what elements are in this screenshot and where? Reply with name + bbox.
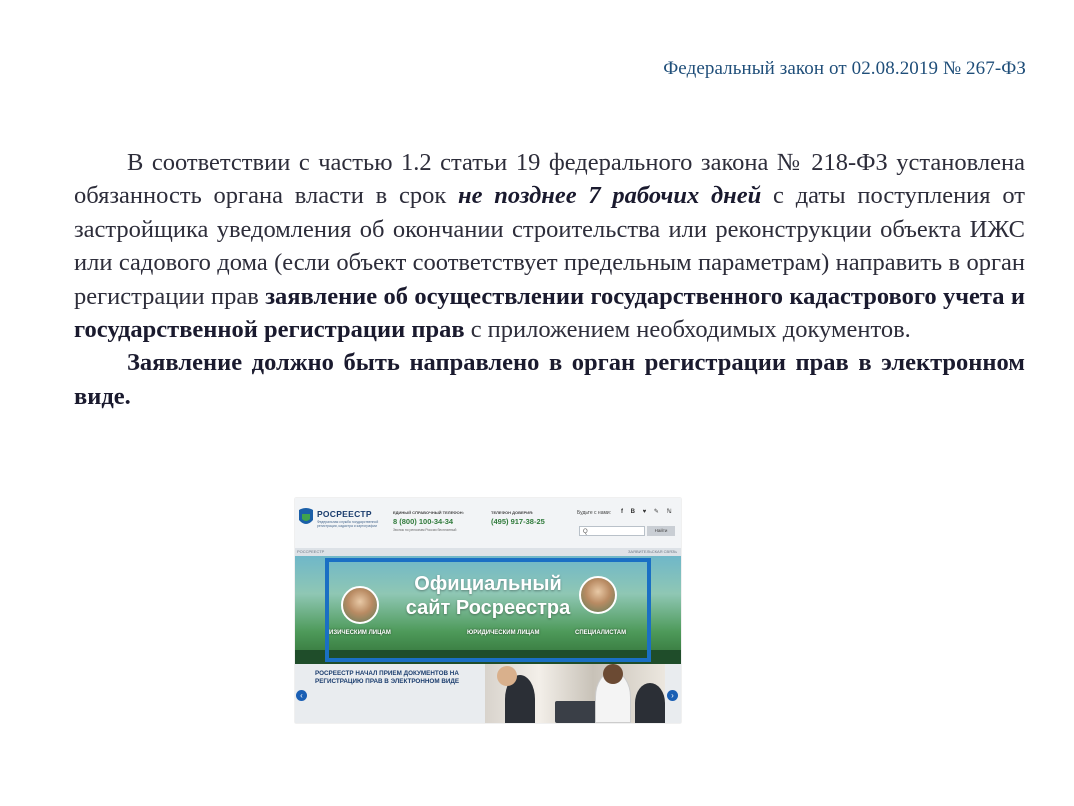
rosreestr-logo-icon: [297, 506, 315, 530]
paragraph-electronic: [74, 346, 1025, 413]
person-head: [603, 664, 623, 684]
category-specialists: СПЕЦИАЛИСТАМ: [575, 630, 627, 636]
site-logo-subtitle: Федеральная служба государственной регистрации, кадастра и картографии: [317, 520, 379, 528]
banner-title-line1: Официальный: [414, 573, 562, 595]
site-find-button: Найти: [647, 526, 675, 536]
person-head: [497, 666, 517, 686]
helpline-number: 8 (800) 100-34-34: [393, 517, 454, 526]
trust-line-label: ТЕЛЕФОН ДОВЕРИЯ:: [491, 510, 534, 515]
social-label: Будьте с нами:: [577, 510, 612, 516]
search-icon: Q: [583, 529, 588, 535]
site-search-input: [579, 526, 645, 536]
site-header: [295, 498, 681, 548]
nav-left-label: РОССРЕЕСТР: [297, 549, 325, 554]
paragraph-obligation-part1: В соответствии с частью 1.2 статьи 19 федерального закона № 218-ФЗ установлена обязанность органа власти в срок: [74, 149, 1025, 210]
electronic-submission-text: Заявление должно быть направлено в орган регистрации прав в электронном виде.: [74, 349, 1025, 410]
banner-highlight-frame: [325, 558, 651, 662]
paragraph-obligation-part3: с приложением необходимых документов.: [464, 316, 911, 344]
social-icons: f В ♥ ✎ ℕ: [621, 509, 675, 515]
deadline-emphasis: не позднее 7 рабочих дней: [458, 182, 762, 210]
site-banner: [295, 556, 681, 664]
site-news-slider: [295, 664, 681, 723]
chevron-right-icon: ›: [667, 690, 678, 701]
trust-line-number: (495) 917-38-25: [491, 517, 545, 526]
nav-right-label: ЗАЯВИТЕЛЬСКАЯ СВЯЗЬ: [627, 549, 677, 554]
rosreestr-website-screenshot: [295, 498, 681, 723]
category-legal: ЮРИДИЧЕСКИМ ЛИЦАМ: [467, 630, 540, 636]
paragraph-obligation-part2: с даты поступления от застройщика уведомления об окончании строительства или реконструкции объекта ИЖС или садового дома (если объект соответствует предельным параметрам) направить в орган регистрации прав: [74, 182, 1025, 310]
person-figure: [635, 683, 665, 723]
site-logo-title: РОСРЕЕСТР: [317, 509, 372, 519]
helpline-label: ЕДИНЫЙ СПРАВОЧНЫЙ ТЕЛЕФОН:: [393, 510, 464, 515]
paragraph-obligation: [74, 146, 1025, 346]
law-reference: Федеральный закон от 02.08.2019 № 267-ФЗ: [663, 58, 1026, 79]
news-headline: РОСРЕЕСТР НАЧАЛ ПРИЕМ ДОКУМЕНТОВ НА РЕГИСТРАЦИЮ ПРАВ В ЭЛЕКТРОННОМ ВИДЕ: [315, 670, 460, 685]
category-individuals: ИЗИЧЕСКИМ ЛИЦАМ: [329, 630, 391, 636]
news-photo: [485, 664, 665, 723]
site-nav-bar: [295, 548, 681, 556]
main-text: [74, 146, 1025, 413]
helpline-note: Звонок по регионам России бесплатный: [393, 528, 457, 532]
banner-title-line2: сайт Росреестра: [405, 597, 571, 619]
chevron-left-icon: ‹: [296, 690, 307, 701]
application-emphasis: заявление об осуществлении государственного кадастрового учета и государственной регистрации прав: [74, 282, 1025, 344]
